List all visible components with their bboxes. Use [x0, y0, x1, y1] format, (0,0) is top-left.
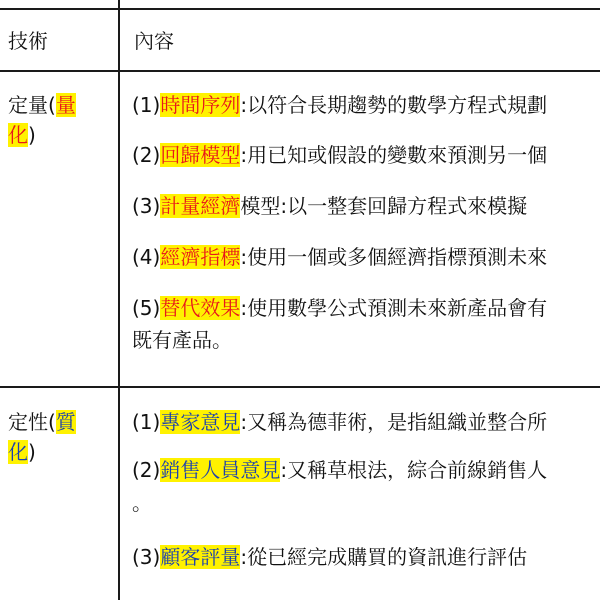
label-prefix: 定性( [8, 410, 56, 434]
technique-qualitative [8, 407, 112, 467]
label-suffix: ) [28, 440, 36, 464]
item-number: (3) [132, 194, 161, 218]
row-divider [0, 386, 600, 388]
table-top-border [0, 8, 600, 10]
quant-item-1 [132, 90, 547, 120]
item-number: (1) [132, 410, 161, 434]
quant-item-5 [132, 293, 547, 323]
item-number: (4) [132, 245, 161, 269]
item-number: (2) [132, 143, 161, 167]
item-term: 顧客評量 [160, 545, 241, 569]
label-highlight: 質 [55, 410, 76, 434]
label-prefix: 定量( [8, 93, 56, 117]
quant-item-5-continuation: 既有產品。 [132, 328, 232, 352]
item-term: 回歸模型 [160, 143, 241, 167]
item-text: :使用數學公式預測未來新產品會有 [240, 296, 548, 320]
item-term: 銷售人員意見 [160, 458, 281, 482]
technique-quantitative [8, 90, 112, 150]
label-suffix: ) [28, 123, 36, 147]
label-highlight: 化 [8, 440, 28, 464]
qual-item-1 [132, 407, 547, 437]
header-technique: 技術 [8, 29, 48, 53]
item-text: 模型:以一整套回歸方程式來模擬 [240, 194, 528, 218]
column-divider [118, 0, 120, 600]
quant-item-4 [132, 242, 547, 272]
item-text: :又稱為德菲術，是指組織並整合所 [240, 410, 548, 434]
item-number: (1) [132, 93, 161, 117]
qual-item-2-continuation: 。 [132, 491, 152, 515]
item-number: (2) [132, 458, 161, 482]
item-text: :從已經完成購買的資訊進行評估 [240, 545, 528, 569]
quant-item-2 [132, 140, 547, 170]
header-divider [0, 70, 600, 72]
item-term: 時間序列 [160, 93, 241, 117]
item-text: :用已知或假設的變數來預測另一個 [240, 143, 548, 167]
label-highlight: 化 [8, 123, 28, 147]
qual-item-2 [132, 455, 547, 485]
item-text: :又稱草根法，綜合前線銷售人 [280, 458, 548, 482]
item-term: 經濟指標 [160, 245, 241, 269]
item-text: :使用一個或多個經濟指標預測未來 [240, 245, 548, 269]
quant-item-3 [132, 191, 527, 221]
item-term: 替代效果 [160, 296, 241, 320]
item-number: (3) [132, 545, 161, 569]
label-highlight: 量 [55, 93, 76, 117]
item-number: (5) [132, 296, 161, 320]
item-term: 計量經濟 [160, 194, 241, 218]
qual-item-3 [132, 542, 527, 572]
item-text: :以符合長期趨勢的數學方程式規劃 [240, 93, 548, 117]
item-term: 專家意見 [160, 410, 241, 434]
header-content: 內容 [134, 29, 174, 53]
